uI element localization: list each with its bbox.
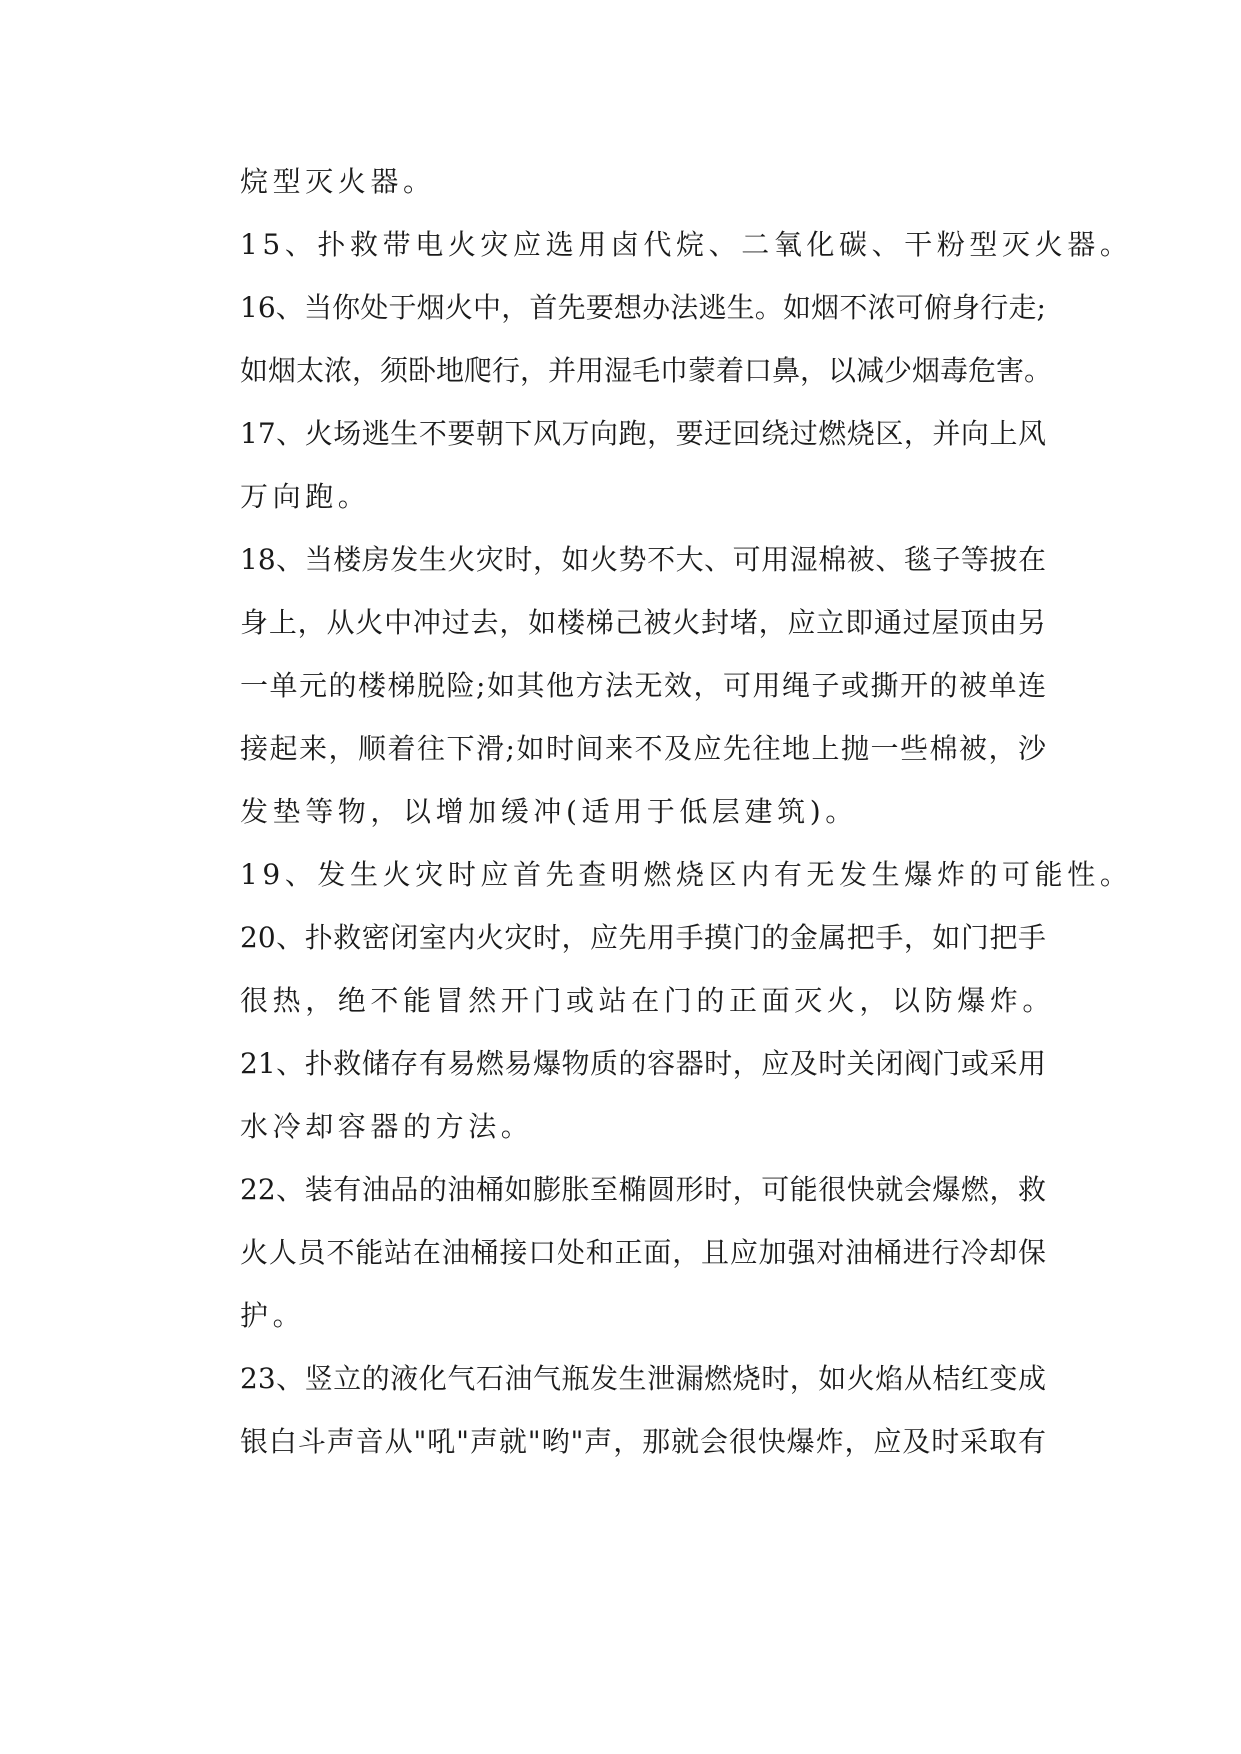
document-body	[240, 150, 1133, 1473]
text-line: 银白斗声音从"吼"声就"哟"声，那就会很快爆炸，应及时采取有	[240, 1425, 1046, 1458]
text-line: 一单元的楼梯脱险;如其他方法无效，可用绳子或撕开的被单连	[240, 669, 1046, 702]
text-line: 烷型灭火器。	[240, 165, 436, 198]
text-line: 很热，绝不能冒然开门或站在门的正面灭火，以防爆炸。	[240, 984, 1056, 1017]
text-line: 21、扑救储存有易燃易爆物质的容器时，应及时关闭阀门或采用	[240, 1047, 1046, 1080]
text-line: 身上，从火中冲过去，如楼梯己被火封堵，应立即通过屋顶由另	[240, 606, 1046, 639]
text-line: 20、扑救密闭室内火灾时，应先用手摸门的金属把手，如门把手	[240, 921, 1046, 954]
text-line: 15、扑救带电火灾应选用卤代烷、二氧化碳、干粉型灭火器。	[240, 228, 1133, 261]
text-line: 22、装有油品的油桶如膨胀至椭圆形时，可能很快就会爆燃，救	[240, 1173, 1046, 1206]
text-line: 万向跑。	[240, 480, 371, 513]
text-line: 接起来，顺着往下滑;如时间来不及应先往地上抛一些棉被，沙	[240, 732, 1046, 765]
text-line: 23、竖立的液化气石油气瓶发生泄漏燃烧时，如火焰从桔红变成	[240, 1362, 1046, 1395]
text-line: 16、当你处于烟火中，首先要想办法逃生。如烟不浓可俯身行走;	[240, 291, 1046, 324]
text-line: 18、当楼房发生火灾时，如火势不大、可用湿棉被、毯子等披在	[240, 543, 1046, 576]
text-line: 如烟太浓，须卧地爬行，并用湿毛巾蒙着口鼻，以减少烟毒危害。	[240, 354, 1053, 387]
text-line: 护。	[240, 1299, 306, 1332]
text-line: 17、火场逃生不要朝下风万向跑，要迂回绕过燃烧区，并向上风	[240, 417, 1046, 450]
text-line: 19、发生火灾时应首先查明燃烧区内有无发生爆炸的可能性。	[240, 858, 1133, 891]
text-line: 水冷却容器的方法。	[240, 1110, 534, 1143]
text-line: 火人员不能站在油桶接口处和正面，且应加强对油桶进行冷却保	[240, 1236, 1046, 1269]
text-line: 发垫等物，以增加缓冲(适用于低层建筑)。	[240, 795, 858, 828]
